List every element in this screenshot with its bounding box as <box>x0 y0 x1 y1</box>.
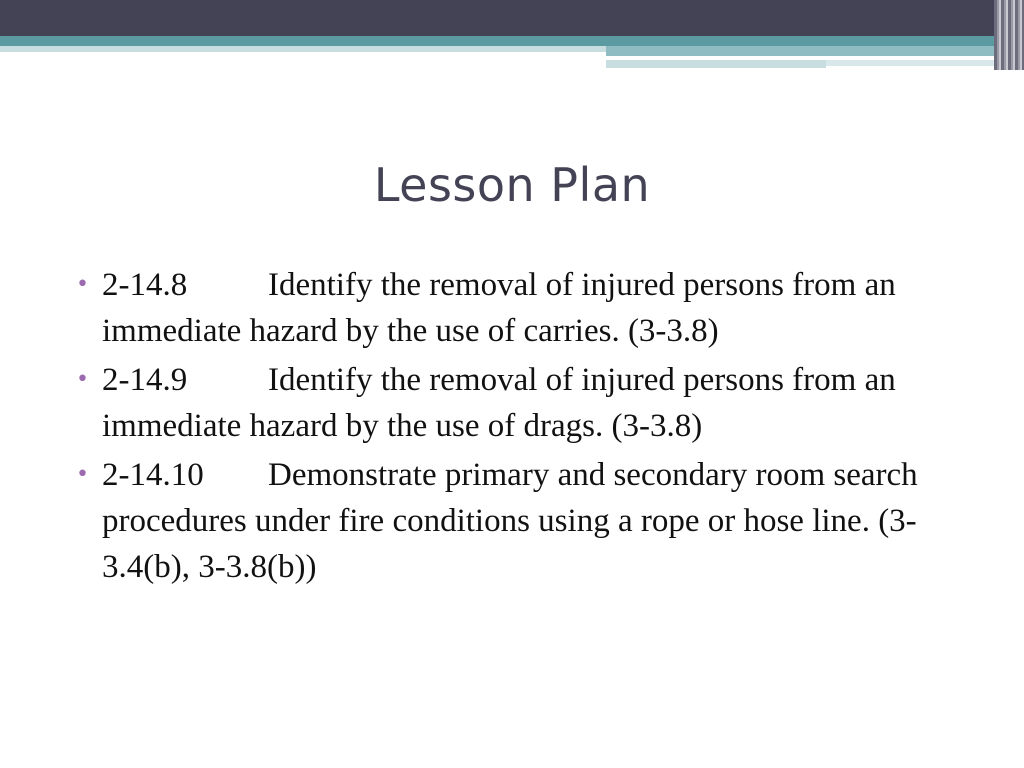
header-stripes-decoration <box>994 0 1024 70</box>
bullet-icon: • <box>76 367 89 392</box>
objective-code: 2-14.10 <box>102 457 204 493</box>
list-item <box>72 357 972 449</box>
header-band-light <box>0 46 606 52</box>
slide-title: Lesson Plan <box>373 158 651 212</box>
header-band-light-lower-right <box>826 60 1006 66</box>
objective-text: Demonstrate primary and secondary room search procedures under fire conditions using a rope or hose line. (3-3.4(b), 3-3.8(b)) <box>102 457 918 585</box>
header-band-accent <box>606 46 1006 56</box>
header-band-dark <box>0 0 1024 36</box>
bullet-list <box>72 262 972 593</box>
bullet-icon: • <box>76 462 89 487</box>
objective-code: 2-14.9 <box>102 362 188 398</box>
header-band-teal <box>0 36 1024 46</box>
objective-code: 2-14.8 <box>102 267 188 303</box>
list-item <box>72 452 972 590</box>
header-band-light-lower <box>606 60 826 68</box>
bullet-icon: • <box>76 272 89 297</box>
list-item <box>72 262 972 354</box>
objective-text: Identify the removal of injured persons from an immediate hazard by the use of drags. (3-3.8) <box>102 362 896 444</box>
objective-text: Identify the removal of injured persons from an immediate hazard by the use of carries. (3-3.8) <box>102 267 896 349</box>
